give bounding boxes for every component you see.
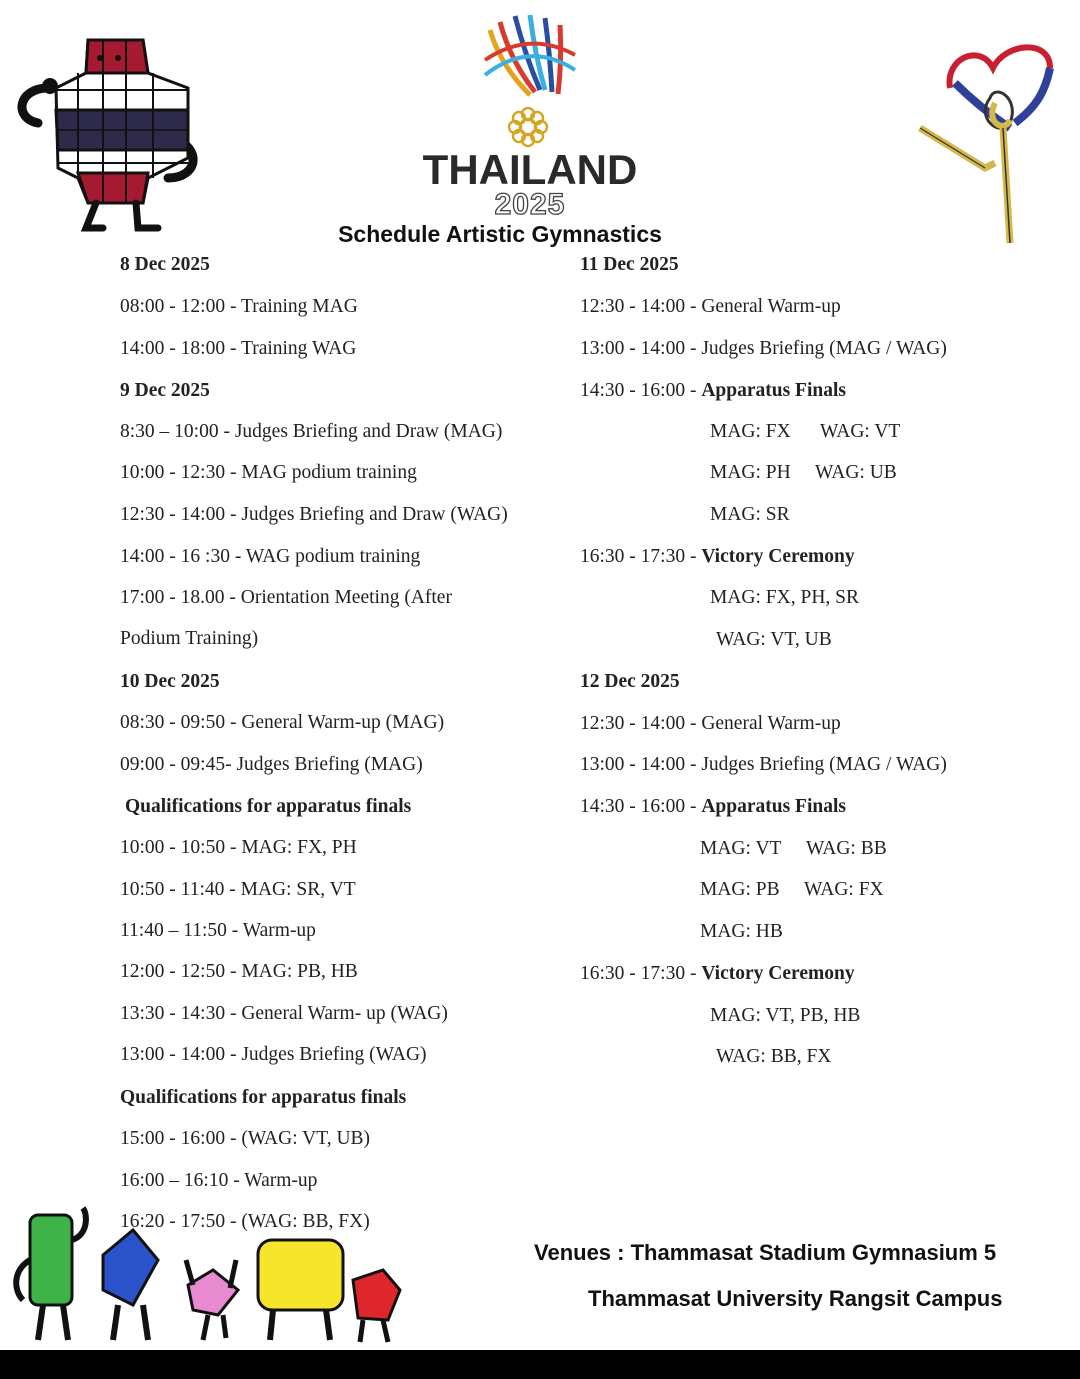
page-title: Schedule Artistic Gymnastics [338, 221, 662, 247]
schedule-item [580, 379, 846, 403]
schedule-item: 8:30 – 10:00 - Judges Briefing and Draw (MAG) [120, 421, 503, 442]
date-heading-12-dec: 12 Dec 2025 [580, 671, 680, 692]
schedule-item [580, 962, 855, 986]
apparatus-mag: MAG: VT [700, 838, 782, 859]
schedule-item [580, 795, 846, 819]
schedule-item: 09:00 - 09:45- Judges Briefing (MAG) [120, 754, 423, 775]
apparatus-wag: WAG: UB [815, 462, 897, 483]
apparatus-mag: MAG: FX [710, 421, 791, 442]
apparatus-mag: MAG: PH [710, 462, 791, 483]
apparatus-wag: WAG: BB [806, 838, 887, 859]
schedule-item: 11:40 – 11:50 - Warm-up [120, 920, 316, 941]
apparatus-mag: MAG: PB [700, 879, 780, 900]
schedule-time: 14:30 - 16:00 - [580, 380, 702, 401]
schedule-item: 16:00 – 16:10 - Warm-up [120, 1170, 318, 1191]
schedule-item: 10:00 - 10:50 - MAG: FX, PH [120, 837, 357, 858]
apparatus-mag: MAG: HB [700, 921, 783, 942]
event-name: Apparatus Finals [701, 796, 846, 817]
schedule-item: 13:00 - 14:00 - Judges Briefing (MAG / WAG) [580, 338, 947, 359]
schedule-item [580, 545, 855, 569]
lotus-flower-icon [505, 104, 551, 150]
venue-line: Venues : Thammasat Stadium Gymnasium 5 [534, 1240, 997, 1265]
schedule-item: 12:30 - 14:00 - General Warm-up [580, 296, 841, 317]
schedule-item: 14:00 - 18:00 - Training WAG [120, 338, 357, 359]
schedule-item: 13:00 - 14:00 - Judges Briefing (MAG / WAG) [580, 754, 947, 775]
ceremony-wag: WAG: BB, FX [716, 1046, 832, 1067]
apparatus-wag: WAG: FX [804, 879, 884, 900]
apparatus-wag: WAG: VT [820, 421, 901, 442]
schedule-time: 16:30 - 17:30 - [580, 963, 702, 984]
schedule-item: 10:00 - 12:30 - MAG podium training [120, 462, 417, 483]
ceremony-mag: MAG: VT, PB, HB [710, 1005, 861, 1026]
schedule-item: 16:20 - 17:50 - (WAG: BB, FX) [120, 1211, 370, 1232]
schedule-item: 17:00 - 18.00 - Orientation Meeting (After [120, 587, 452, 608]
qualifications-heading: Qualifications for apparatus finals [120, 1087, 407, 1108]
schedule-item: 13:00 - 14:00 - Judges Briefing (WAG) [120, 1044, 427, 1065]
schedule-item: 13:30 - 14:30 - General Warm- up (WAG) [120, 1003, 448, 1024]
schedule-item: 14:00 - 16 :30 - WAG podium training [120, 546, 421, 567]
event-name: Apparatus Finals [701, 380, 846, 401]
date-heading-9-dec: 9 Dec 2025 [120, 380, 210, 401]
schedule-item: 15:00 - 16:00 - (WAG: VT, UB) [120, 1128, 371, 1149]
schedule-item: 12:30 - 14:00 - General Warm-up [580, 713, 841, 734]
date-heading-10-dec: 10 Dec 2025 [120, 671, 220, 692]
brand-wordmark: THAILAND [422, 146, 638, 193]
gymnastics-ribbon-illustration [915, 28, 1060, 253]
venue-campus: Thammasat University Rangsit Campus [588, 1286, 1003, 1311]
schedule-item: 08:00 - 12:00 - Training MAG [120, 296, 358, 317]
schedule-time: 14:30 - 16:00 - [580, 796, 702, 817]
schedule-item: 08:30 - 09:50 - General Warm-up (MAG) [120, 712, 445, 733]
schedule-time: 16:30 - 17:30 - [580, 546, 702, 567]
qualifications-heading: Qualifications for apparatus finals [125, 796, 412, 817]
apparatus-mag: MAG: SR [710, 504, 790, 525]
schedule-item-continuation: Podium Training) [120, 628, 259, 649]
schedule-item: 12:00 - 12:50 - MAG: PB, HB [120, 961, 358, 982]
schedule-item: 10:50 - 11:40 - MAG: SR, VT [120, 879, 356, 900]
schedule-item: 12:30 - 14:00 - Judges Briefing and Draw (WAG) [120, 504, 508, 525]
event-name: Victory Ceremony [701, 963, 855, 984]
ceremony-wag: WAG: VT, UB [716, 629, 832, 650]
date-heading-11-dec: 11 Dec 2025 [580, 254, 679, 275]
thai-flag-mascot-illustration [8, 28, 208, 238]
event-name: Victory Ceremony [701, 546, 855, 567]
ceremony-mag: MAG: FX, PH, SR [710, 587, 860, 608]
date-heading-8-dec: 8 Dec 2025 [120, 254, 210, 275]
brand-year: 2025 [494, 188, 566, 221]
